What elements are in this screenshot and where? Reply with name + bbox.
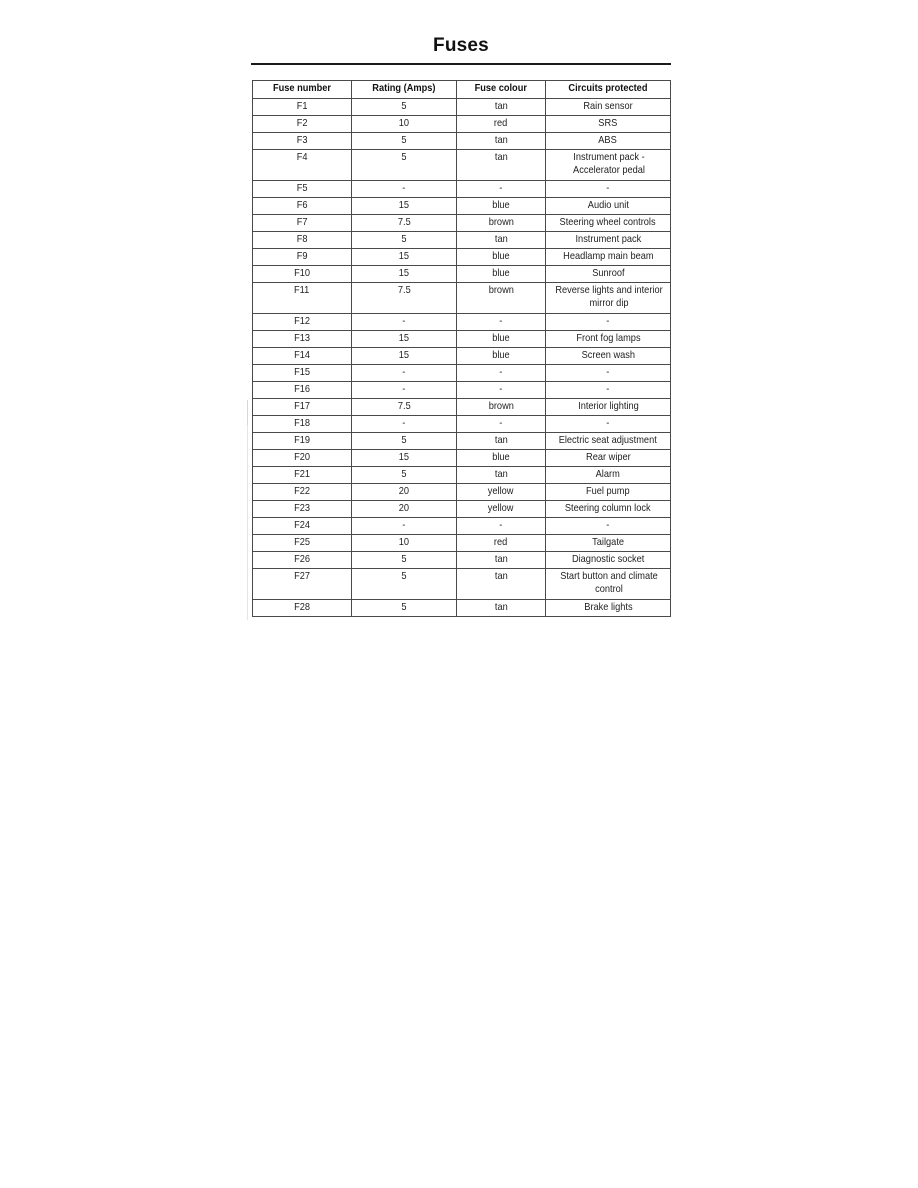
rating-cell: 5 [352, 433, 457, 450]
rating-cell: 5 [352, 133, 457, 150]
circuit-cell: Reverse lights and interior mirror dip [546, 283, 671, 314]
rating-cell: - [352, 365, 457, 382]
fuse-number-cell: F9 [253, 249, 352, 266]
rating-cell: 15 [352, 450, 457, 467]
fuse-colour-cell: blue [457, 331, 546, 348]
rating-cell: - [352, 416, 457, 433]
table-row [253, 600, 671, 617]
page-margin-line [247, 400, 248, 620]
fuse-number-cell: F1 [253, 99, 352, 116]
fuse-colour-cell: yellow [457, 484, 546, 501]
circuit-cell: - [546, 518, 671, 535]
table-row [253, 99, 671, 116]
table-row [253, 501, 671, 518]
rating-cell: 7.5 [352, 399, 457, 416]
table-row [253, 198, 671, 215]
fuse-colour-cell: - [457, 382, 546, 399]
circuit-cell: Headlamp main beam [546, 249, 671, 266]
fuse-number-cell: F14 [253, 348, 352, 365]
page-margin-mark [247, 400, 248, 425]
rating-cell: 15 [352, 266, 457, 283]
fuse-number-cell: F13 [253, 331, 352, 348]
circuit-cell: - [546, 416, 671, 433]
fuse-colour-cell: brown [457, 215, 546, 232]
fuse-number-cell: F17 [253, 399, 352, 416]
circuit-cell: Steering wheel controls [546, 215, 671, 232]
rating-cell: 5 [352, 150, 457, 181]
rating-cell: 15 [352, 249, 457, 266]
fuse-number-cell: F28 [253, 600, 352, 617]
page-title: Fuses [433, 35, 489, 56]
fuse-number-cell: F21 [253, 467, 352, 484]
title-divider [251, 63, 671, 65]
table-header-row [253, 81, 671, 99]
circuit-cell: Alarm [546, 467, 671, 484]
rating-cell: 10 [352, 116, 457, 133]
rating-cell: 15 [352, 198, 457, 215]
fuse-number-cell: F24 [253, 518, 352, 535]
fuse-number-cell: F19 [253, 433, 352, 450]
table-row [253, 416, 671, 433]
fuse-colour-cell: tan [457, 150, 546, 181]
fuse-number-cell: F22 [253, 484, 352, 501]
rating-cell: 15 [352, 348, 457, 365]
fuse-colour-cell: blue [457, 249, 546, 266]
fuse-colour-cell: - [457, 518, 546, 535]
rating-cell: 20 [352, 484, 457, 501]
fuse-colour-cell: tan [457, 232, 546, 249]
fuse-number-cell: F10 [253, 266, 352, 283]
circuit-cell: - [546, 382, 671, 399]
fuse-number-cell: F3 [253, 133, 352, 150]
circuit-cell: Start button and climate control [546, 569, 671, 600]
rating-cell: 5 [352, 569, 457, 600]
circuit-cell: Brake lights [546, 600, 671, 617]
table-row [253, 399, 671, 416]
column-header-circuits-protected: Circuits protected [546, 81, 671, 99]
fuse-colour-cell: tan [457, 99, 546, 116]
fuse-number-cell: F6 [253, 198, 352, 215]
fuse-number-cell: F20 [253, 450, 352, 467]
circuit-cell: Fuel pump [546, 484, 671, 501]
rating-cell: - [352, 382, 457, 399]
rating-cell: 20 [352, 501, 457, 518]
rating-cell: - [352, 314, 457, 331]
circuit-cell: Audio unit [546, 198, 671, 215]
circuit-cell: Rear wiper [546, 450, 671, 467]
circuit-cell: Front fog lamps [546, 331, 671, 348]
table-row [253, 232, 671, 249]
circuit-cell: Steering column lock [546, 501, 671, 518]
fuse-number-cell: F18 [253, 416, 352, 433]
table-row [253, 365, 671, 382]
fuse-colour-cell: tan [457, 600, 546, 617]
fuse-number-cell: F27 [253, 569, 352, 600]
table-row [253, 181, 671, 198]
fuse-colour-cell: yellow [457, 501, 546, 518]
circuit-cell: Diagnostic socket [546, 552, 671, 569]
circuit-cell: Instrument pack - Accelerator pedal [546, 150, 671, 181]
fuse-colour-cell: red [457, 116, 546, 133]
circuit-cell: Rain sensor [546, 99, 671, 116]
rating-cell: 7.5 [352, 283, 457, 314]
circuit-cell: Electric seat adjustment [546, 433, 671, 450]
table-row [253, 518, 671, 535]
table-row [253, 535, 671, 552]
rating-cell: 5 [352, 600, 457, 617]
table-row [253, 314, 671, 331]
table-row [253, 484, 671, 501]
fuse-colour-cell: - [457, 314, 546, 331]
circuit-cell: Instrument pack [546, 232, 671, 249]
rating-cell: 7.5 [352, 215, 457, 232]
fuse-colour-cell: - [457, 365, 546, 382]
fuse-number-cell: F23 [253, 501, 352, 518]
table-row [253, 116, 671, 133]
fuse-colour-cell: blue [457, 450, 546, 467]
fuse-number-cell: F26 [253, 552, 352, 569]
table-row [253, 249, 671, 266]
column-header-fuse-colour: Fuse colour [457, 81, 546, 99]
rating-cell: 15 [352, 331, 457, 348]
fuse-colour-cell: blue [457, 266, 546, 283]
fuse-number-cell: F5 [253, 181, 352, 198]
circuit-cell: - [546, 314, 671, 331]
table-row [253, 433, 671, 450]
fuse-colour-cell: - [457, 181, 546, 198]
table-row [253, 348, 671, 365]
fuse-colour-cell: tan [457, 433, 546, 450]
rating-cell: 5 [352, 232, 457, 249]
fuse-colour-cell: tan [457, 133, 546, 150]
table-body [253, 99, 671, 617]
fuse-number-cell: F15 [253, 365, 352, 382]
table-row [253, 150, 671, 181]
fuse-colour-cell: blue [457, 198, 546, 215]
rating-cell: - [352, 181, 457, 198]
table-row [253, 569, 671, 600]
fuse-colour-cell: tan [457, 552, 546, 569]
fuse-colour-cell: blue [457, 348, 546, 365]
circuit-cell: Sunroof [546, 266, 671, 283]
fuse-colour-cell: tan [457, 467, 546, 484]
circuit-cell: - [546, 181, 671, 198]
circuit-cell: ABS [546, 133, 671, 150]
fuse-number-cell: F7 [253, 215, 352, 232]
table-row [253, 450, 671, 467]
fuse-colour-cell: brown [457, 399, 546, 416]
table-row [253, 215, 671, 232]
fuse-colour-cell: brown [457, 283, 546, 314]
rating-cell: 5 [352, 552, 457, 569]
fuse-colour-cell: - [457, 416, 546, 433]
table-row [253, 283, 671, 314]
fuse-number-cell: F16 [253, 382, 352, 399]
circuit-cell: Screen wash [546, 348, 671, 365]
fuse-number-cell: F25 [253, 535, 352, 552]
circuit-cell: SRS [546, 116, 671, 133]
circuit-cell: Interior lighting [546, 399, 671, 416]
table-row [253, 467, 671, 484]
table-row [253, 552, 671, 569]
column-header-fuse-number: Fuse number [253, 81, 352, 99]
rating-cell: 5 [352, 99, 457, 116]
circuit-cell: - [546, 365, 671, 382]
column-header-rating: Rating (Amps) [352, 81, 457, 99]
fuse-number-cell: F11 [253, 283, 352, 314]
fuse-number-cell: F8 [253, 232, 352, 249]
rating-cell: - [352, 518, 457, 535]
fuse-number-cell: F12 [253, 314, 352, 331]
fuse-table [252, 80, 671, 617]
fuse-colour-cell: red [457, 535, 546, 552]
table-row [253, 133, 671, 150]
rating-cell: 10 [352, 535, 457, 552]
fuse-number-cell: F4 [253, 150, 352, 181]
rating-cell: 5 [352, 467, 457, 484]
table-row [253, 382, 671, 399]
table-row [253, 331, 671, 348]
circuit-cell: Tailgate [546, 535, 671, 552]
fuse-number-cell: F2 [253, 116, 352, 133]
table-row [253, 266, 671, 283]
fuse-colour-cell: tan [457, 569, 546, 600]
